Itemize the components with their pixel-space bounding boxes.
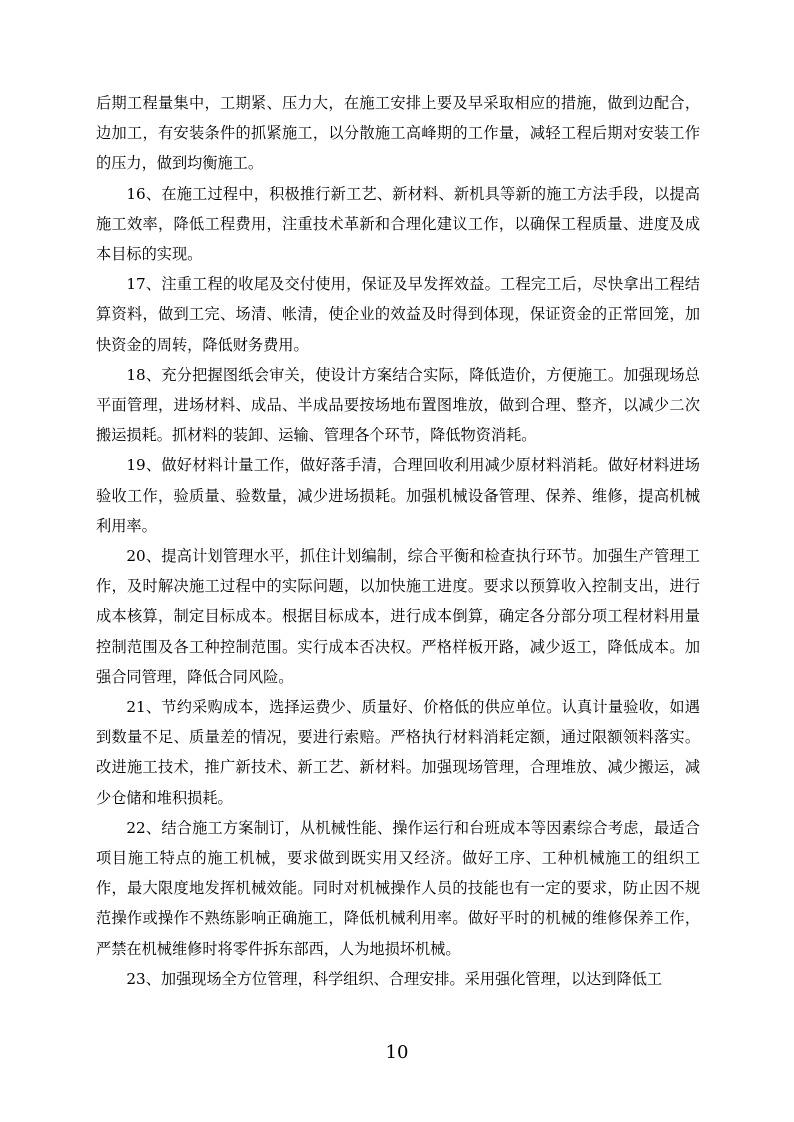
paragraph-19: 19、做好材料计量工作，做好落手清，合理回收利用减少原材料消耗。做好材料进场验收工作，验质量、验数量，减少进场损耗。加强机械设备管理、保养、维修，提高机械利用率。 <box>96 456 700 535</box>
paragraph-continuation: 后期工程量集中，工期紧、压力大，在施工安排上要及早采取相应的措施，做到边配合，边加工，有安装条件的抓紧施工，以分散施工高峰期的工作量，减轻工程后期对安装工作的压力，做到均衡施工。 <box>96 94 700 173</box>
paragraph-23: 23、加强现场全方位管理，科学组织、合理安排。采用强化管理，以达到降低工 <box>126 969 663 988</box>
body-text <box>96 88 700 994</box>
paragraph-16: 16、在施工过程中，积极推行新工艺、新材料、新机具等新的施工方法手段，以提高施工效率，降低工程费用，注重技术革新和合理化建议工作，以确保工程质量、进度及成本目标的实现。 <box>96 184 700 264</box>
paragraph-21: 21、节约采购成本，选择运费少、质量好、价格低的供应单位。认真计量验收，如遇到数量不足、质量差的情况，要进行索赔。严格执行材料消耗定额，通过限额领料落实。改进施工技术，推广新技术、新工艺、新材料。加强现场管理，合理堆放、减少搬运，减少仓储和堆积损耗。 <box>96 698 700 807</box>
paragraph-22: 22、结合施工方案制订，从机械性能、操作运行和台班成本等因素综合考虑，最适合项目施工特点的施工机械，要求做到既实用又经济。做好工序、工种机械施工的组织工作，最大限度地发挥机械效能。同时对机械操作人员的技能也有一定的要求，防止因不规范操作或操作不熟练影响正确施工，降低机械利用率。做好平时的机械的维修保养工作，严禁在机械维修时将零件拆东部西，人为地损坏机械。 <box>96 818 700 958</box>
paragraph-17: 17、注重工程的收尾及交付使用，保证及早发挥效益。工程完工后，尽快拿出工程结算资料，做到工完、场清、帐清，使企业的效益及时得到体现，保证资金的正常回笼，加快资金的周转，降低财务费用。 <box>96 275 700 354</box>
paragraph-18: 18、充分把握图纸会审关，使设计方案结合实际，降低造价，方便施工。加强现场总平面管理，进场材料、成品、半成品要按场地布置图堆放，做到合理、整齐，以减少二次搬运损耗。抓材料的装卸、运输、管理各个环节，降低物资消耗。 <box>96 365 700 445</box>
paragraph-20: 20、提高计划管理水平，抓住计划编制，综合平衡和检查执行环节。加强生产管理工作，及时解决施工过程中的实际问题，以加快施工进度。要求以预算收入控制支出，进行成本核算，制定目标成本。根据目标成本，进行成本倒算，确定各分部分项工程材料用量控制范围及各工种控制范围。实行成本否决权。严格样板开路，减少返工，降低成本。加强合同管理，降低合同风险。 <box>96 547 700 686</box>
page-number: 10 <box>385 1042 409 1063</box>
